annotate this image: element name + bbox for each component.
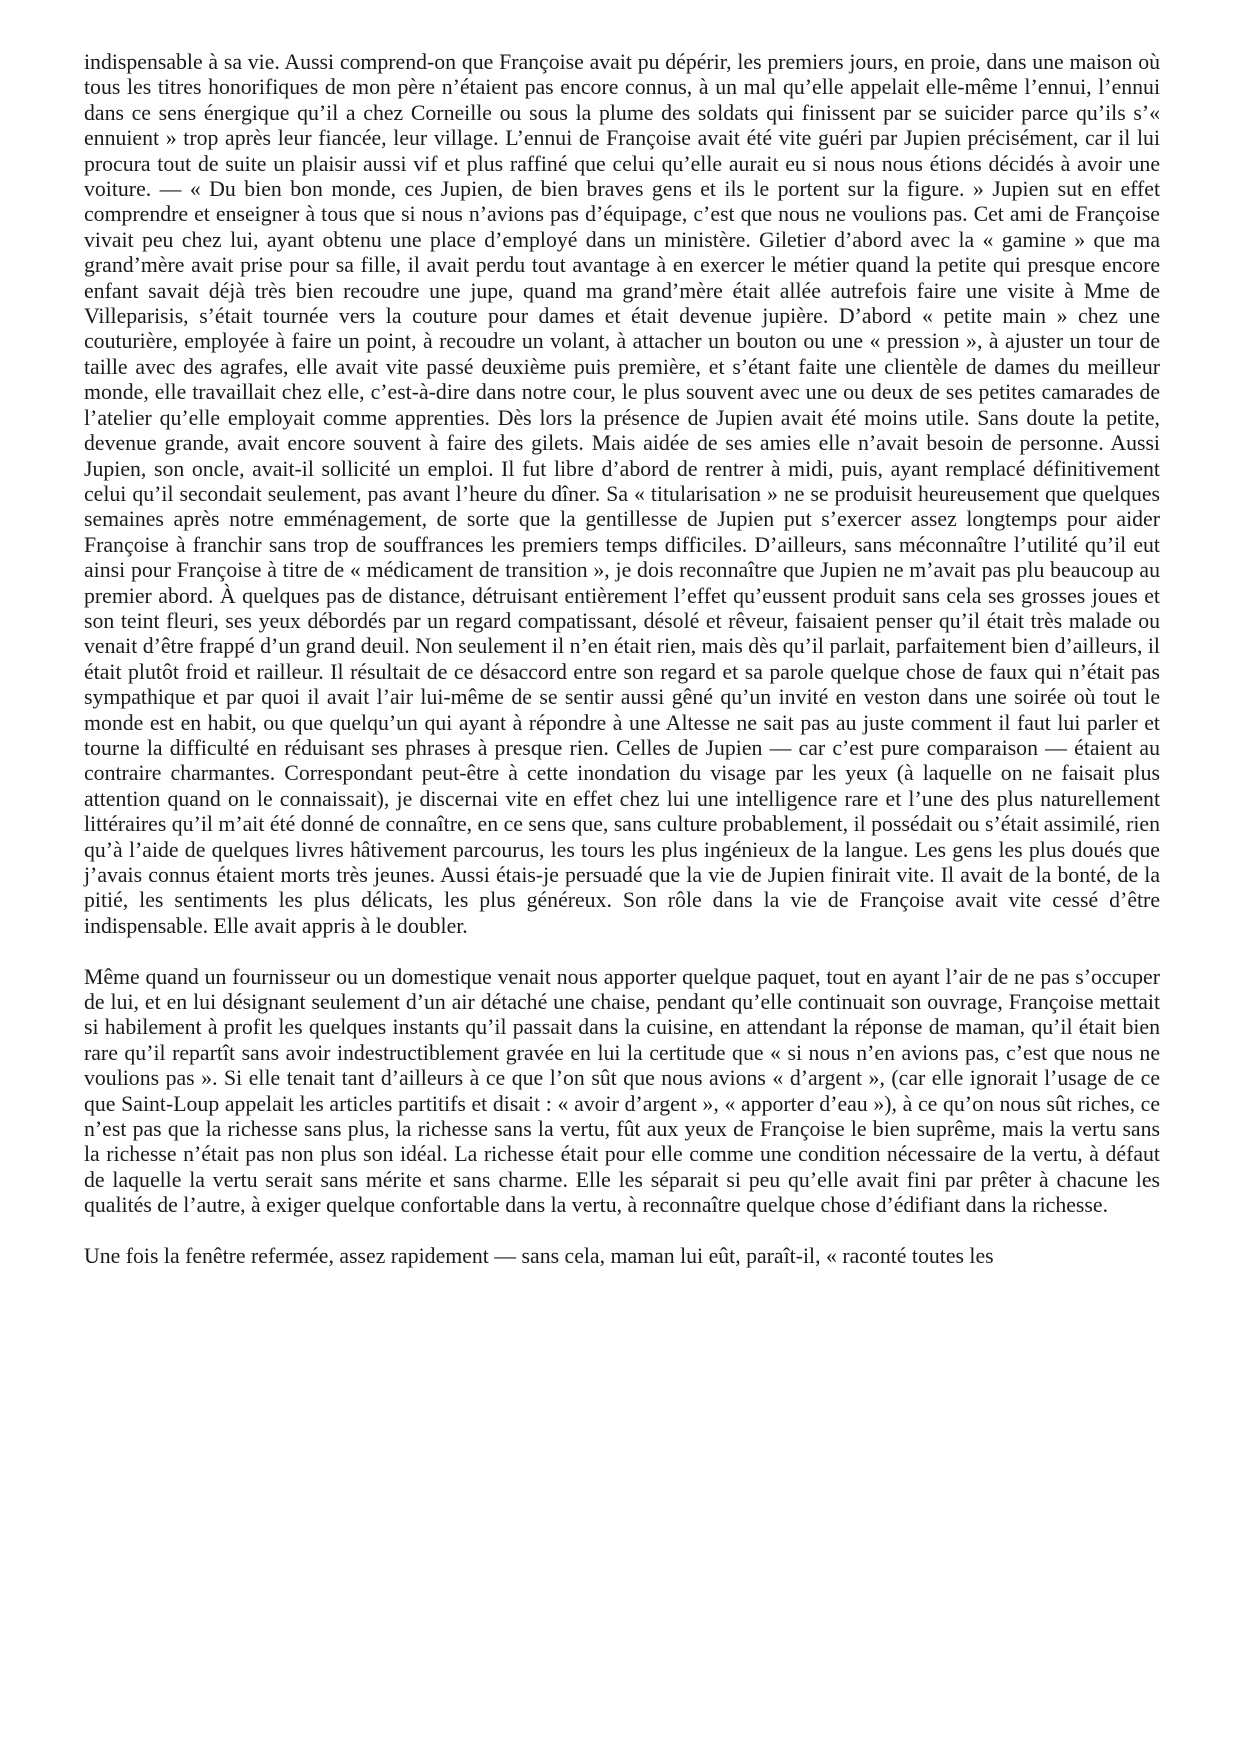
paragraph-1: indispensable à sa vie. Aussi comprend-on que Françoise avait pu dépérir, les premiers jours, en proie, dans une maison où tous les titres honorifiques de mon père n’étaient pas encore connus, à un mal qu’elle appelait elle-même l’ennui, l’ennui dans ce sens énergique qu’il a chez Corneille ou sous la plume des soldats qui finissent par se suicider parce qu’ils s’« ennuient » trop après leur fiancée, leur village. L’ennui de Françoise avait été vite guéri par Jupien précisément, car il lui procura tout de suite un plaisir aussi vif et plus raffiné que celui qu’elle aurait eu si nous nous étions décidés à avoir une voiture. — « Du bien bon monde, ces Jupien, de bien braves gens et ils le portent sur la figure. » Jupien sut en effet comprendre et enseigner à tous que si nous n’avions pas d’équipage, c’est que nous ne voulions pas. Cet ami de Françoise vivait peu chez lui, ayant obtenu une place d’employé dans un ministère. Giletier d’abord avec la « gamine » que ma grand’mère avait prise pour sa fille, il avait perdu tout avantage à en exercer le métier quand la petite qui presque encore enfant savait déjà très bien recoudre une jupe, quand ma grand’mère était allée autrefois faire une visite à Mme de Villeparisis, s’était tournée vers la couture pour dames et était devenue jupière. D’abord « petite main » chez une couturière, employée à faire un point, à recoudre un volant, à attacher un bouton ou une « pression », à ajuster un tour de taille avec des agrafes, elle avait vite passé deuxième puis première, et s’étant faite une clientèle de dames du meilleur monde, elle travaillait chez elle, c’est-à-dire dans notre cour, le plus souvent avec une ou deux de ses petites camarades de l’atelier qu’elle employait comme apprenties. Dès lors la présence de Jupien avait été moins utile. Sans doute la petite, devenue grande, avait encore souvent à faire des gilets. Mais aidée de ses amies elle n’avait besoin de personne. Aussi Jupien, son oncle, avait-il sollicité un emploi. Il fut libre d’abord de rentrer à midi, puis, ayant remplacé définitivement celui qu’il secondait seulement, pas avant l’heure du dîner. Sa « titularisation » ne se produisit heureusement que quelques semaines après notre emménagement, de sorte que la gentillesse de Jupien put s’exercer assez longtemps pour aider Françoise à franchir sans trop de souffrances les premiers temps difficiles. D’ailleurs, sans méconnaître l’utilité qu’il eut ainsi pour Françoise à titre de « médicament de transition », je dois reconnaître que Jupien ne m’avait pas plu beaucoup au premier abord. À quelques pas de distance, détruisant entièrement l’effet qu’eussent produit sans cela ses grosses joues et son teint fleuri, ses yeux débordés par un regard compatissant, désolé et rêveur, faisaient penser qu’il était très malade ou venait d’être frappé d’un grand deuil. Non seulement il n’en était rien, mais dès qu’il parlait, parfaitement bien d’ailleurs, il était plutôt froid et railleur. Il résultait de ce désaccord entre son regard et sa parole quelque chose de faux qui n’était pas sympathique et par quoi il avait l’air lui-même de se sentir aussi gêné qu’un invité en veston dans une soirée où tout le monde est en habit, ou que quelqu’un qui ayant à répondre à une Altesse ne sait pas au juste comment il faut lui parler et tourne la difficulté en réduisant ses phrases à presque rien. Celles de Jupien — car c’est pure comparaison — étaient au contraire charmantes. Correspondant peut-être à cette inondation du visage par les yeux (à laquelle on ne faisait plus attention quand on le connaissait), je discernai vite en effet chez lui une intelligence rare et l’une des plus naturellement littéraires qu’il m’ait été donné de connaître, en ce sens que, sans culture probablement, il possédait ou s’était assimilé, rien qu’à l’aide de quelques livres hâtivement parcourus, les tours les plus ingénieux de la langue. Les gens les plus doués que j’avais connus étaient morts très jeunes. Aussi étais-je persuadé que la vie de Jupien finirait vite. Il avait de la bonté, de la pitié, les sentiments les plus délicats, les plus généreux. Son rôle dans la vie de Françoise avait vite cessé d’être indispensable. Elle avait appris à le doubler. xyxy=(84,50,1160,938)
paragraph-2: Même quand un fournisseur ou un domestique venait nous apporter quelque paquet, tout en ayant l’air de ne pas s’occuper de lui, et en lui désignant seulement d’un air détaché une chaise, pendant qu’elle continuait son ouvrage, Françoise mettait si habilement à profit les quelques instants qu’il passait dans la cuisine, en attendant la réponse de maman, qu’il était bien rare qu’il repartît sans avoir indestructiblement gravée en lui la certitude que « si nous n’en avions pas, c’est que nous ne voulions pas ». Si elle tenait tant d’ailleurs à ce que l’on sût que nous avions « d’argent », (car elle ignorait l’usage de ce que Saint-Loup appelait les articles partitifs et disait : « avoir d’argent », « apporter d’eau »), à ce qu’on nous sût riches, ce n’est pas que la richesse sans plus, la richesse sans la vertu, fût aux yeux de Françoise le bien suprême, mais la vertu sans la richesse n’était pas non plus son idéal. La richesse était pour elle comme une condition nécessaire de la vertu, à défaut de laquelle la vertu serait sans mérite et sans charme. Elle les séparait si peu qu’elle avait fini par prêter à chacune les qualités de l’autre, à exiger quelque confortable dans la vertu, à reconnaître quelque chose d’édifiant dans la richesse. xyxy=(84,964,1160,1218)
document-page xyxy=(84,50,1160,1269)
paragraph-3: Une fois la fenêtre refermée, assez rapidement — sans cela, maman lui eût, paraît-il, « raconté toutes les xyxy=(84,1244,994,1269)
